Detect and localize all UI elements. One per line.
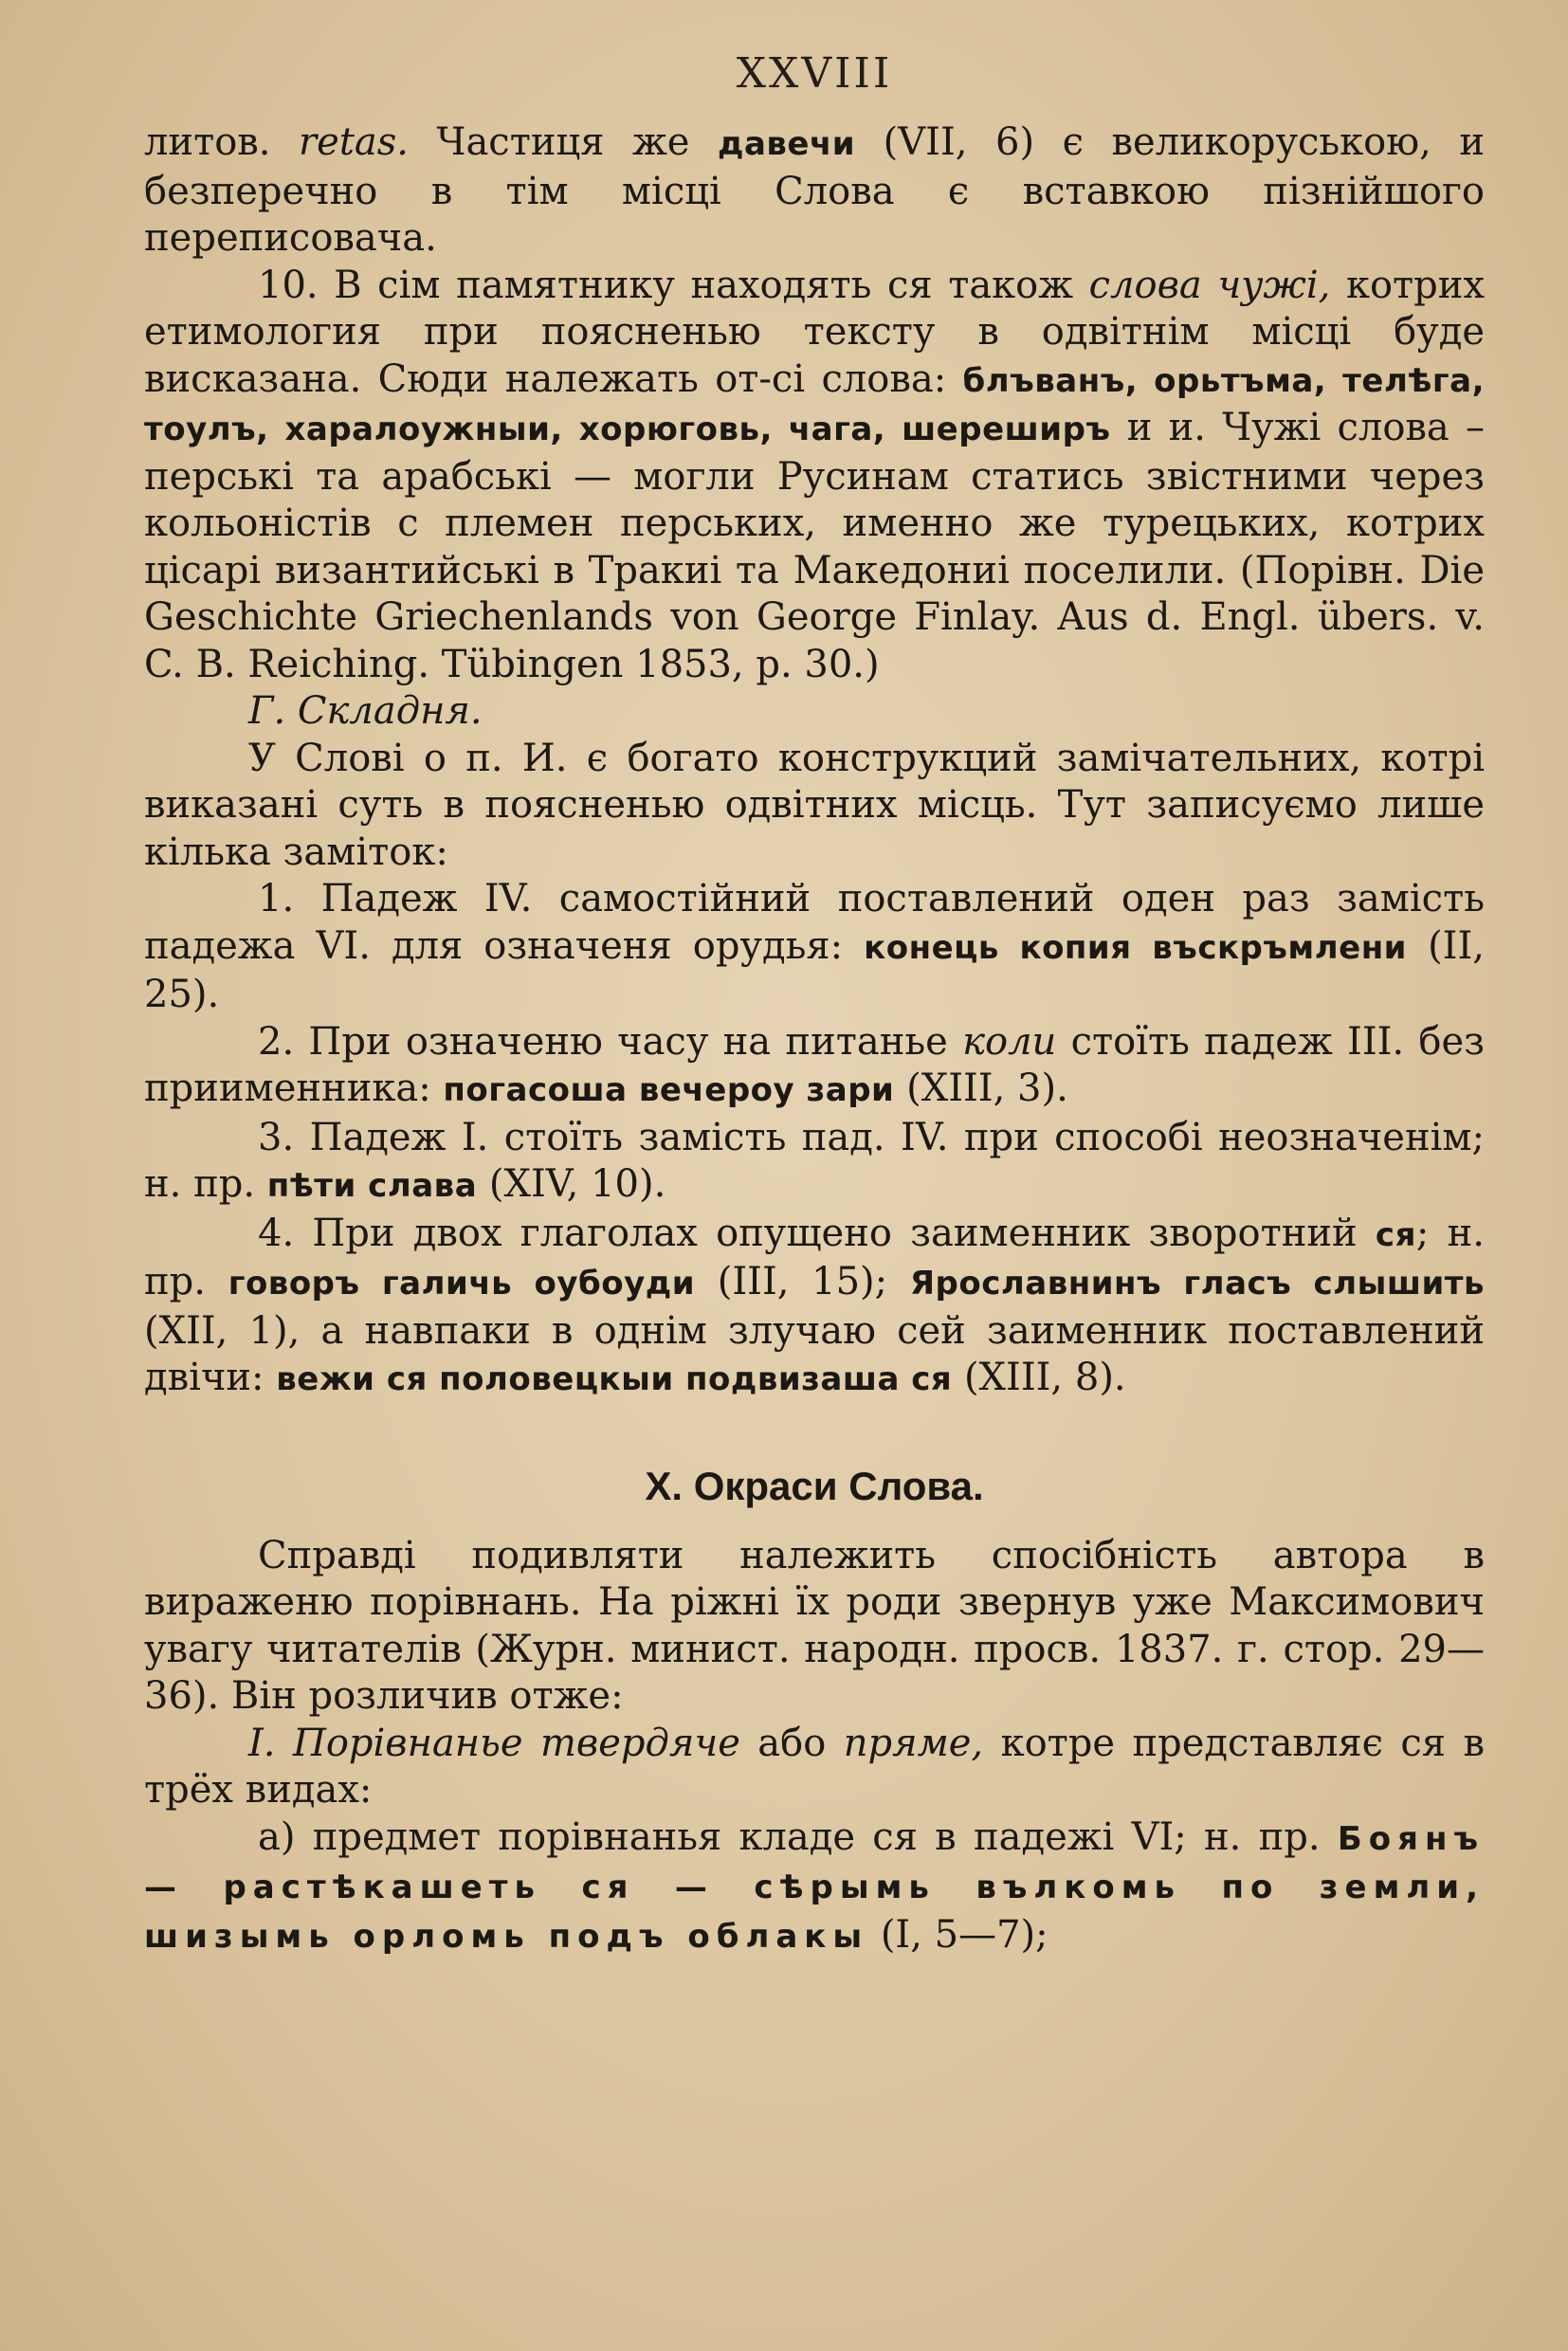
sub-heading-text: Г. Складня. xyxy=(248,689,483,733)
item4-text-2: ; н. пр. xyxy=(144,1211,1485,1303)
p6-text-2: (I, 5—7); xyxy=(868,1912,1048,1957)
item2-text-2: стоїть падеж III. без приименника: xyxy=(144,1019,1485,1110)
item2-italic-1: коли xyxy=(962,1019,1057,1064)
list-item-1 xyxy=(144,876,1485,1019)
p1-text-1: литов. xyxy=(144,120,300,164)
p6-church-slavonic-1: Боянъ — растѣкашеть ся — сѣрымь вълкомь по земли, шизымь орломь подъ облакы xyxy=(144,1819,1485,1956)
item4-text-4: (XII, 1), а навпаки в однім злучаю сей заименник поставлений двічи: xyxy=(144,1308,1485,1399)
sub-heading xyxy=(144,688,1485,736)
paragraph-3: У Слові о п. И. є богато конструкций замічательних, котрі виказані суть в поясненью одвітних місць. Тут записуємо лише кілька заміток: xyxy=(144,736,1485,874)
item4-church-slavonic-4: вежи ся половецкыи подвизаша ся xyxy=(276,1360,953,1398)
p5-text-1: або xyxy=(739,1721,844,1765)
paragraph-2 xyxy=(144,263,1485,689)
item4-text-3: (III, 15); xyxy=(695,1260,910,1303)
list-item-4 xyxy=(144,1211,1485,1404)
p2-text-3: и и. Чужі слова – перські та арабські — могли Русинам статись звістними через кольоністів с племен перських, именно же турецьких, котрих цісарі византийські в Тракиі та Македониі поселили. (Порівн. Die Geschichte Griechenlands von George Finlay. Aus d. Engl. übers. v. C. B. Reiching. Tübingen 1853, p. 30.) xyxy=(144,406,1486,686)
item1-church-slavonic-1: конець копия въскръмлени xyxy=(864,928,1408,967)
running-head: XXVIII xyxy=(736,49,893,98)
item3-text-2: (XIV, 10). xyxy=(477,1162,666,1206)
paragraph-1 xyxy=(144,119,1485,263)
item4-church-slavonic-3: Ярославнинъ гласъ слышить xyxy=(909,1265,1485,1303)
p2-italic-1: слова чужі, xyxy=(1088,263,1331,307)
p1-italic-1: retas. xyxy=(299,120,410,164)
list-item-2 xyxy=(144,1019,1485,1115)
item1-text-1: 1. Падеж IV. самостійний поставлений оден раз замість падежа VI. для означеня орудья: xyxy=(144,877,1485,968)
item3-text-1: 3. Падеж I. стоїть замість пад. IV. при способі неозначенім; н. пр. xyxy=(144,1115,1485,1206)
paragraph-5 xyxy=(144,1721,1485,1814)
item2-church-slavonic-1: погасоша вечероу зари xyxy=(443,1071,895,1109)
item2-text-1: 2. При означеню часу на питанье xyxy=(258,1019,963,1064)
paragraph-6 xyxy=(144,1814,1485,1961)
p6-text-1: а) предмет порівнанья кладе ся в падежі VI; н. пр. xyxy=(258,1814,1338,1859)
item4-text-1: 4. При двох глаголах опущено заименник зворотний xyxy=(258,1211,1376,1255)
item4-church-slavonic-1: ся xyxy=(1375,1215,1416,1254)
p1-text-3: (VII, 6) є великоруською, и безперечно в тім місці Слова є вставкою пізнійшого переписовача. xyxy=(144,120,1485,260)
p2-text-1: 10. В сім памятнику находять ся також xyxy=(258,263,1089,307)
item2-text-3: (XIII, 3). xyxy=(894,1066,1068,1110)
item1-text-2: (II, 25). xyxy=(144,923,1485,1016)
paragraph-4: Справді подивляти належить спосібність автора в вираженю порівнань. На ріжні їх роди звернув уже Максимович увагу читателів (Журн. минист. народн. просв. 1837. г. стор. 29—36). Він розличив отже: xyxy=(144,1533,1485,1718)
section-heading: Х. Окраси Слова. xyxy=(645,1463,984,1508)
p1-church-slavonic-1: давечи xyxy=(717,125,856,163)
p1-text-2: Частиця же xyxy=(409,120,718,164)
p5-text-2: котре представляє ся в трёх видах: xyxy=(144,1721,1485,1812)
p2-church-slavonic-1: блъванъ, орьтъма, телѣга, тоулъ, харалоужныи, хорюговь, чага, шереширъ xyxy=(144,361,1485,448)
p2-text-2: котрих етимология при поясненью тексту в одвітнім місці буде висказана. Сюди належать от-сі слова: xyxy=(144,263,1486,401)
item4-church-slavonic-2: говоръ галичь оубоуди xyxy=(228,1265,696,1303)
list-item-3 xyxy=(144,1115,1485,1211)
item4-text-5: (XIII, 8). xyxy=(952,1356,1126,1399)
p5-italic-2: пряме, xyxy=(843,1721,984,1765)
page-text xyxy=(144,119,1485,1960)
item3-church-slavonic-1: пѣти слава xyxy=(266,1167,478,1205)
p5-italic-1: I. Порівнанье твердяче xyxy=(248,1721,740,1765)
